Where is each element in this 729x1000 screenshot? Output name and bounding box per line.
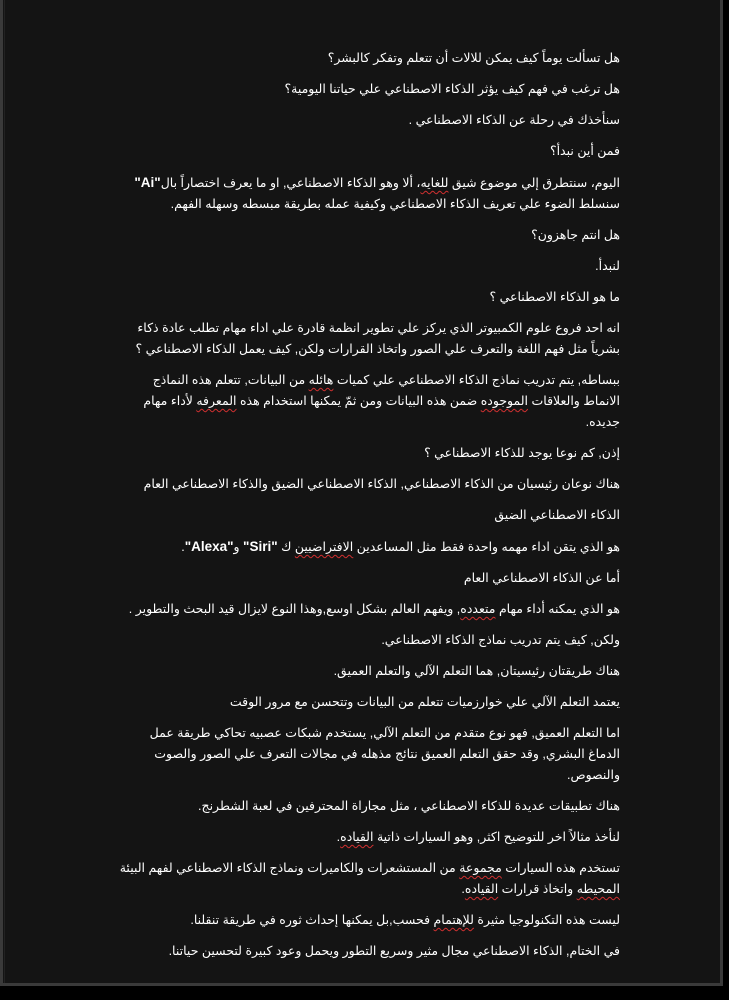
paragraph (118, 599, 620, 620)
bold-term-alexa: "Alexa" (184, 539, 234, 554)
text-run: من البيانات, تتعلم هذه النماذج الانماط والعلاقات (152, 373, 620, 408)
paragraph: هل انتم جاهزون؟ (531, 228, 620, 242)
text-run: هو الذي يتقن اداء مهمه واحدة فقط مثل المساعدين (353, 540, 620, 554)
paragraph: ما هو الذكاء الاصطناعي ؟ (489, 290, 620, 304)
paragraph (118, 858, 620, 900)
text-run: . (336, 830, 341, 844)
paragraph: هناك طريقتان رئيسيتان, هما التعلم الآلي والتعلم العميق. (333, 664, 620, 678)
bold-term-siri: "Siri" (243, 539, 278, 554)
text-run: هو الذي يمكنه أداء مهام (495, 602, 620, 616)
text-run: ببساطه, يتم تدريب نماذج الذكاء الاصطناعي علي كميات (333, 373, 620, 387)
text-run: لأداء مهام جديده. (143, 394, 620, 429)
paragraph: هل تسألت يوماً كيف يمكن للالات أن تتعلم وتفكر كالبشر؟ (327, 51, 620, 65)
text-run: و (233, 540, 244, 554)
text-run: اليوم، سنتطرق إلي موضوع شيق (448, 176, 620, 190)
paragraph: الذكاء الاصطناعي الضيق (494, 508, 620, 522)
spelling-error-word[interactable]: الموجوده (480, 394, 529, 408)
paragraph (118, 910, 620, 931)
spelling-error-word[interactable]: الافتراضيين (294, 540, 354, 554)
text-run: تستخدم هذه السيارات (501, 861, 620, 875)
paragraph: هناك نوعان رئيسيان من الذكاء الاصطناعي, الذكاء الاصطناعي الضيق والذكاء الاصطناعي العام (143, 477, 620, 491)
spelling-error-word[interactable]: مجموعة (459, 861, 502, 875)
paragraph: إذن, كم نوعا يوجد للذكاء الاصطناعي ؟ (424, 446, 620, 460)
paragraph: في الختام, الذكاء الاصطناعي مجال مثير وسريع التطور ويحمل وعود كبيرة لتحسين حياتنا. (168, 944, 620, 958)
text-run: ليست هذه التكنولوجيا مثيرة (473, 913, 620, 927)
paragraph: انه احد فروع علوم الكمبيوتر الذي يركز علي تطوير انظمة قادرة علي اداء مهام تطلب عادة ذكاء بشرياً مثل فهم اللغة والتعرف علي الصور واتخاذ القرارات ولكن, كيف يعمل الذكاء الاصطناعي ؟ (135, 321, 620, 356)
spelling-error-word[interactable]: المحيطه (576, 882, 620, 896)
text-run: ضمن هذه البيانات ومن ثمّ يمكنها استخدام هذه (236, 394, 481, 408)
text-run: فحسب,بل يمكنها إحداث ثوره في طريقة تنقلنا. (190, 913, 434, 927)
text-run: . (181, 540, 185, 554)
text-run: . (461, 882, 465, 896)
paragraph: هل ترغب في فهم كيف يؤثر الذكاء الاصطناعي علي حياتنا اليومية؟ (284, 82, 620, 96)
text-run: , ويفهم العالم بشكل اوسع,وهذا النوع لايزال قيد البحث والتطوير . (128, 602, 461, 616)
paragraph: سنأخذك في رحلة عن الذكاء الاصطناعي . (408, 113, 620, 127)
document-body[interactable] (118, 48, 620, 972)
paragraph: يعتمد التعلم الآلي علي خوارزميات تتعلم من البيانات وتتحسن مع مرور الوقت (229, 695, 620, 709)
paragraph (118, 536, 620, 558)
text-run: سنسلط الضوء علي تعريف الذكاء الاصطناعي وكيفية عمله بطريقة مبسطه وسهله الفهم. (170, 197, 620, 211)
text-run: ك (277, 540, 295, 554)
text-run: من المستشعرات والكاميرات ونماذج الذكاء الاصطناعي لفهم البيئة (119, 861, 460, 875)
spelling-error-word[interactable]: للإهتمام (433, 913, 474, 927)
spelling-error-word[interactable]: هائله (308, 373, 334, 387)
paragraph: أما عن الذكاء الاصطناعي العام (463, 571, 620, 585)
text-run: ، ألا وهو الذكاء الاصطناعي, او ما يعرف اختصاراً بال (160, 176, 421, 190)
paragraph: لنبدأ. (595, 259, 620, 273)
paragraph (118, 827, 620, 848)
paragraph: اما التعلم العميق, فهو نوع متقدم من التعلم الآلي, يستخدم شبكات عصبيه تحاكي طريقة عمل الدماغ البشري, وقد حقق التعلم العميق نتائج مذهله في مجالات التعرف علي الصور والصوت والنصوص. (149, 726, 620, 782)
spelling-error-word[interactable]: القياده (464, 882, 499, 896)
spelling-error-word[interactable]: متعدده (460, 602, 496, 616)
paragraph (118, 172, 620, 215)
paragraph: فمن أين نبدأ؟ (549, 144, 620, 158)
bold-term-ai: "Ai" (134, 175, 161, 190)
paragraph: هناك تطبيقات عديدة للذكاء الاصطناعي ، مثل مجاراة المحترفين في لعبة الشطرنج. (198, 799, 620, 813)
spelling-error-word[interactable]: القياده (340, 830, 374, 844)
spelling-error-word[interactable]: للغايه (420, 176, 449, 190)
text-run: لنأخذ مثالاً اخر للتوضيح اكثر, وهو السيارات ذاتية (373, 830, 620, 844)
spelling-error-word[interactable]: المعرفه (196, 394, 237, 408)
paragraph: ولكن, كيف يتم تدريب نماذج الذكاء الاصطناعي. (381, 633, 620, 647)
paragraph (118, 370, 620, 433)
text-run: واتخاذ قرارات (498, 882, 577, 896)
